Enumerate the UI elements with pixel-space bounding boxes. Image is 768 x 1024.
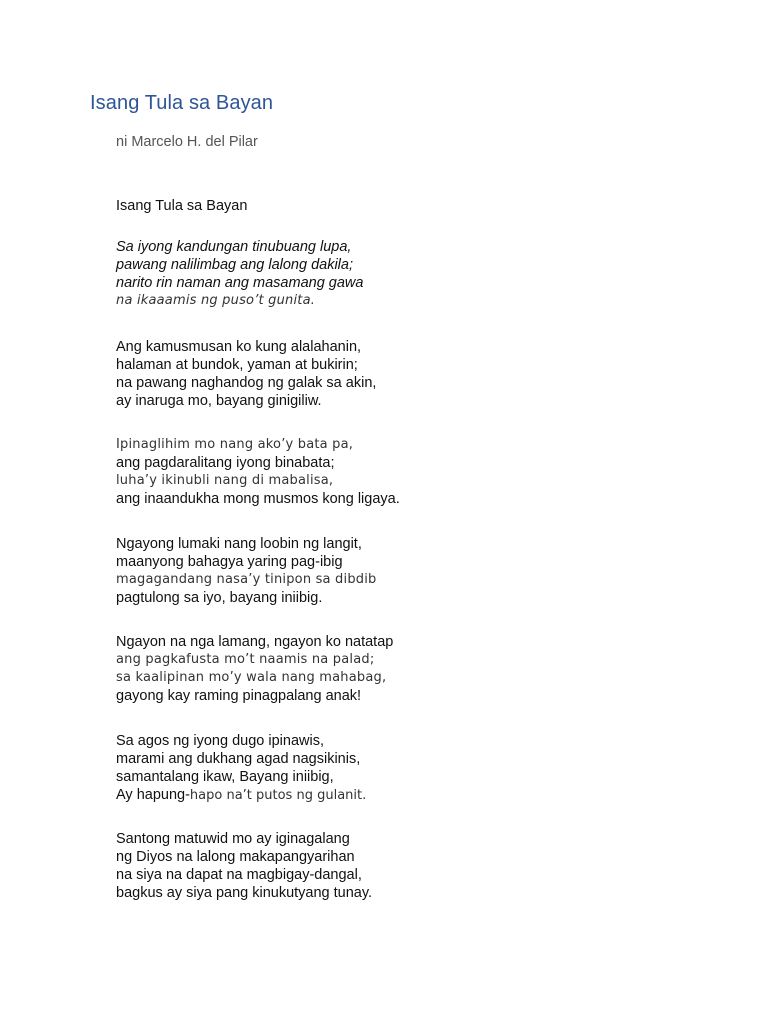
poem-line: ang inaandukha mong musmos kong ligaya. <box>116 491 400 507</box>
author-line: ni Marcelo H. del Pilar <box>116 134 258 150</box>
poem-line: Sa iyong kandungan tinubuang lupa, <box>116 239 352 255</box>
stanza-6 <box>116 732 366 804</box>
stanza-3 <box>116 436 400 508</box>
document-title: Isang Tula sa Bayan <box>90 92 274 114</box>
poem-line: ng Diyos na lalong makapangyarihan <box>116 849 355 865</box>
poem-title: Isang Tula sa Bayan <box>116 198 248 214</box>
poem-line: Sa agos ng iyong dugo ipinawis, <box>116 733 324 749</box>
poem-line: Santong matuwid mo ay iginagalang <box>116 831 350 847</box>
poem-line: ay inaruga mo, bayang ginigiliw. <box>116 393 322 409</box>
poem-line: marami ang dukhang agad nagsikinis, <box>116 751 361 767</box>
poem-line: ang pagdaralitang iyong binabata; <box>116 455 335 471</box>
poem-line: ang pagkafusta mo’t naamis na palad; <box>116 652 375 667</box>
poem-line: Ngayong lumaki nang loobin ng langit, <box>116 536 362 552</box>
poem-line: na ikaaamis ng puso’t gunita. <box>116 293 316 308</box>
poem-line: gayong kay raming pinagpalang anak! <box>116 688 362 704</box>
poem-line: Ipinaglihim mo nang ako’y bata pa, <box>116 437 354 452</box>
poem-line-part: Ay hapung- <box>116 787 190 803</box>
stanza-7 <box>116 830 372 902</box>
poem-line: luha’y ikinubli nang di mabalisa, <box>116 473 334 488</box>
poem-line: sa kaalipinan mo’y wala nang mahabag, <box>116 670 387 685</box>
poem-line: bagkus ay siya pang kinukutyang tunay. <box>116 885 373 901</box>
poem-line: Ngayon na nga lamang, ngayon ko natatap <box>116 634 394 650</box>
poem-line: pawang nalilimbag ang lalong dakila; <box>116 257 353 273</box>
poem-line: na siya na dapat na magbigay-dangal, <box>116 867 362 883</box>
poem-line: narito rin naman ang masamang gawa <box>116 275 364 291</box>
stanza-4 <box>116 535 377 607</box>
stanza-1 <box>116 238 363 310</box>
poem-line: magagandang nasa’y tinipon sa dibdib <box>116 572 377 587</box>
poem-line: pagtulong sa iyo, bayang iniibig. <box>116 590 323 606</box>
poem-line: na pawang naghandog ng galak sa akin, <box>116 375 377 391</box>
stanza-2 <box>116 338 376 410</box>
poem-line: Ang kamusmusan ko kung alalahanin, <box>116 339 362 355</box>
poem-line-part: hapo na’t putos ng gulanit. <box>189 788 367 803</box>
poem-line: samantalang ikaw, Bayang iniibig, <box>116 769 334 785</box>
stanza-5 <box>116 633 393 705</box>
poem-line-mixed <box>116 786 366 804</box>
poem-line: halaman at bundok, yaman at bukirin; <box>116 357 358 373</box>
poem-line: maanyong bahagya yaring pag-ibig <box>116 554 343 570</box>
